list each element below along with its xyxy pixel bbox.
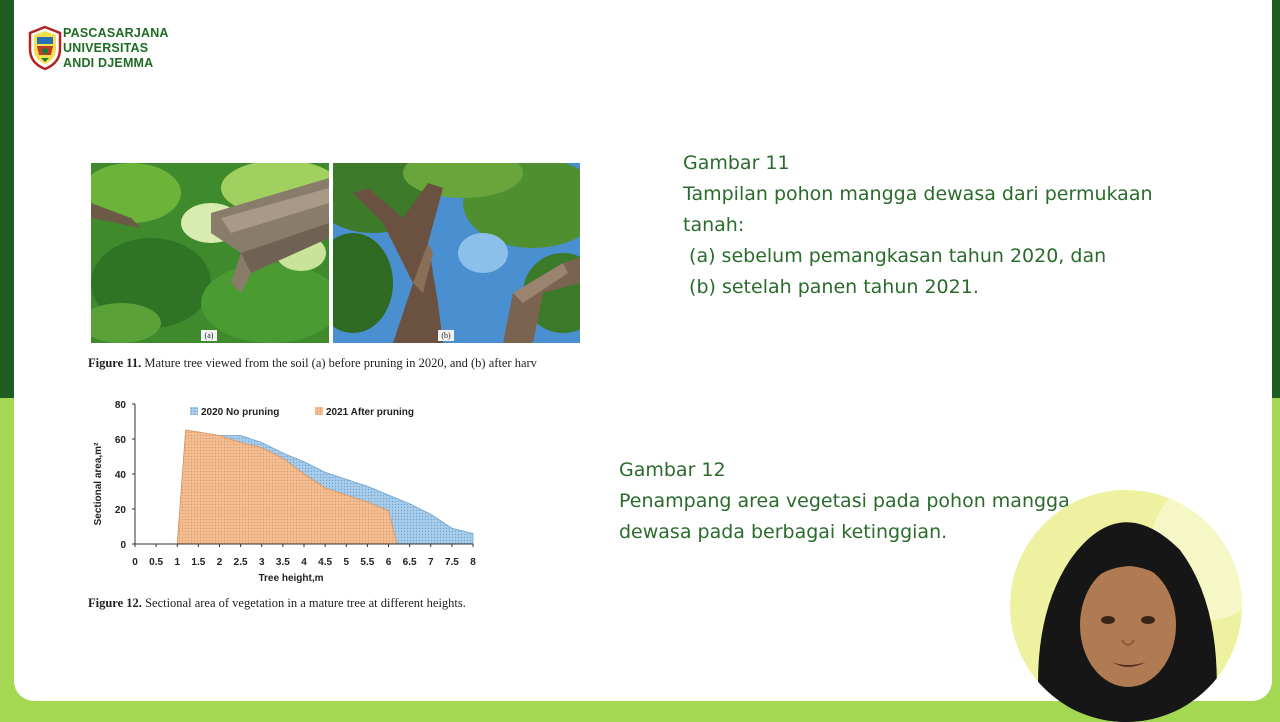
x-tick-label: 4 [301, 557, 307, 568]
y-tick-label: 0 [120, 540, 126, 551]
x-tick-label: 1 [174, 557, 181, 568]
figure12-description [619, 455, 1070, 548]
y-tick-label: 20 [114, 505, 126, 516]
university-name [63, 26, 169, 71]
x-tick-label: 3 [258, 557, 265, 568]
y-tick-label: 80 [114, 400, 126, 411]
y-axis-label: Sectional area,m² [93, 442, 104, 526]
university-logo [27, 25, 63, 71]
legend-label-2021: 2021 After pruning [326, 407, 414, 418]
desc11-line: (b) setelah panen tahun 2021. [683, 276, 979, 298]
figure12-caption [88, 596, 608, 611]
x-tick-label: 2 [216, 557, 223, 568]
desc12-line: dewasa pada berbagai ketinggian. [619, 521, 948, 543]
x-tick-label: 1.5 [191, 557, 206, 568]
desc12-title: Gambar 12 [619, 459, 726, 481]
x-tick-label: 6 [385, 557, 392, 568]
figure11-caption-prefix: Figure 11. [88, 356, 142, 370]
figure12-caption-prefix: Figure 12. [88, 596, 142, 610]
x-tick-label: 5 [343, 557, 350, 568]
figure12-chart [88, 392, 488, 588]
figure12-caption-text: Sectional area of vegetation in a mature tree at different heights. [141, 596, 466, 610]
figure11-caption-text: Mature tree viewed from the soil (a) before pruning in 2020, and (b) after harv [141, 356, 537, 370]
x-tick-label: 7.5 [444, 557, 459, 568]
x-tick-label: 3.5 [275, 557, 290, 568]
x-tick-label: 6.5 [402, 557, 417, 568]
x-axis-label: Tree height,m [258, 573, 324, 584]
x-tick-label: 8 [470, 557, 476, 568]
legend-swatch-2021 [315, 407, 323, 415]
x-tick-label: 2.5 [233, 557, 248, 568]
desc11-line: Tampilan pohon mangga dewasa dari permukaan [683, 183, 1153, 205]
figure11-photo-b [333, 163, 580, 343]
desc11-line: tanah: [683, 214, 745, 236]
figure11-description [683, 148, 1153, 303]
logo-line-3: ANDI DJEMMA [63, 56, 154, 70]
desc11-line: (a) sebelum pemangkasan tahun 2020, dan [683, 245, 1107, 267]
x-tick-label: 4.5 [318, 557, 333, 568]
x-tick-label: 5.5 [360, 557, 375, 568]
logo-line-2: UNIVERSITAS [63, 41, 149, 55]
desc12-line: Penampang area vegetasi pada pohon mangga [619, 490, 1070, 512]
photo-b-label: (b) [438, 330, 454, 341]
photo-a-label: (a) [201, 330, 217, 341]
x-tick-label: 7 [427, 557, 434, 568]
chart-legend [190, 407, 414, 418]
logo-line-1: PASCASARJANA [63, 26, 169, 40]
figure11-photo-a [91, 163, 329, 343]
figure11-caption [88, 356, 606, 371]
x-tick-label: 0.5 [149, 557, 164, 568]
legend-swatch-2020 [190, 407, 198, 415]
y-tick-label: 60 [114, 435, 126, 446]
desc11-title: Gambar 11 [683, 152, 790, 174]
x-tick-label: 0 [132, 557, 138, 568]
presenter-webcam [1010, 490, 1242, 722]
legend-label-2020: 2020 No pruning [201, 407, 280, 418]
y-tick-label: 40 [114, 470, 126, 481]
